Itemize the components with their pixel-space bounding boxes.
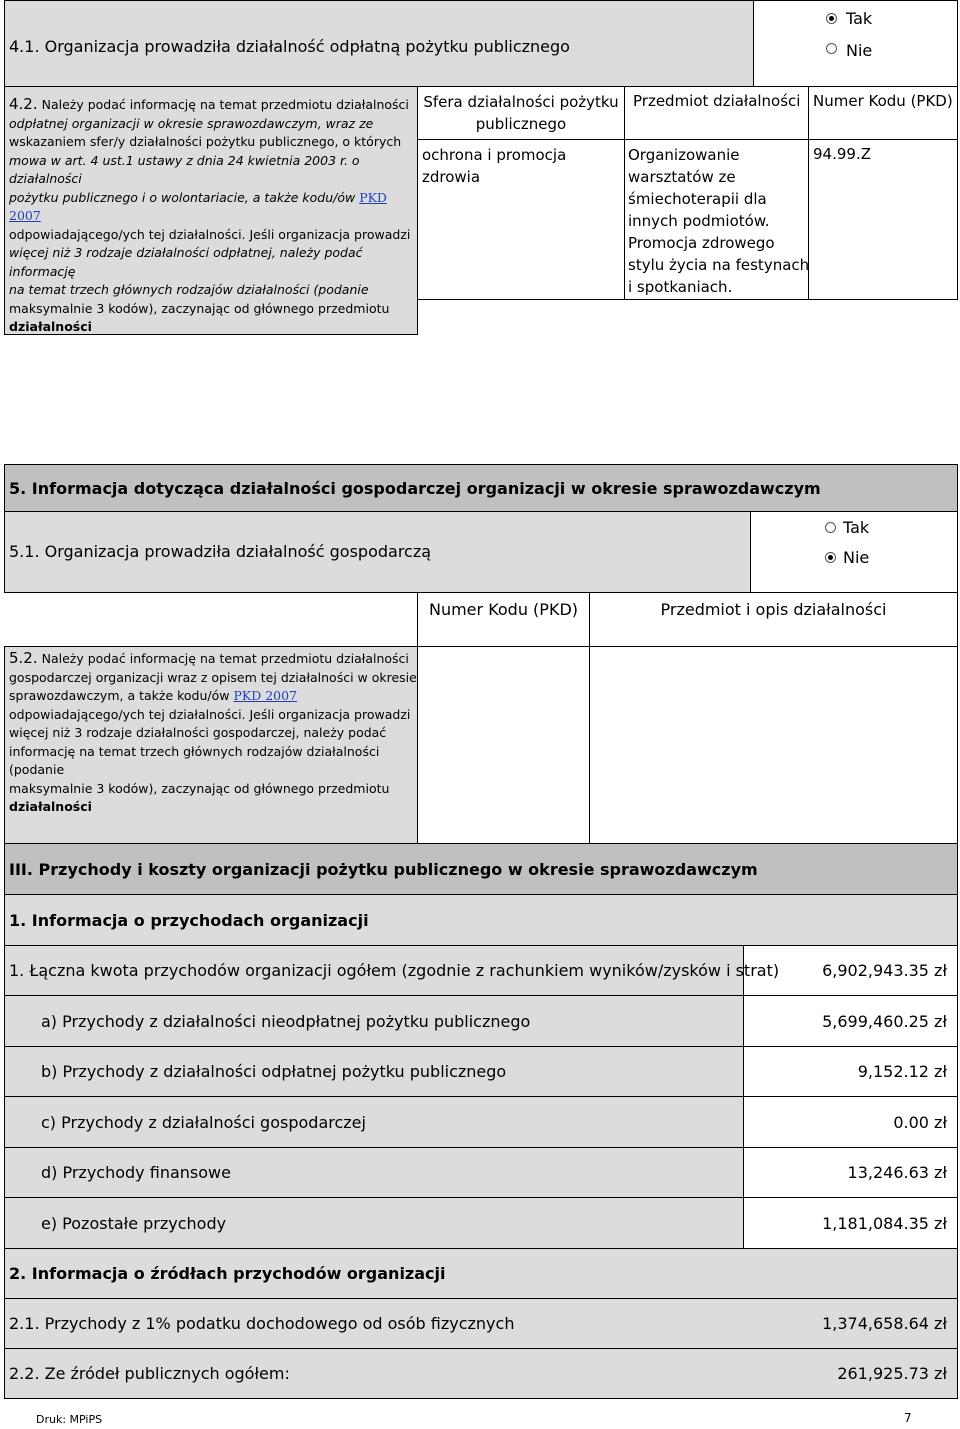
s52-line-4: więcej niż 3 rodzaje działalności gospodarczej, należy podać [9, 725, 387, 740]
s3-item-b-value-cell [743, 1046, 958, 1097]
s42-line-4: pożytku publicznego i o wolontariacie, a także kodu/ów [9, 189, 356, 205]
s42-line-1: odpłatnej organizacji w okresie sprawozdawczym, wraz ze [9, 115, 374, 131]
s3-item-c-cell [4, 1096, 744, 1148]
s52-line-1: gospodarczej organizacji wraz z opisem tej działalności w okresie [9, 669, 417, 685]
s3-item-b-value: 9,152.12 zł [857, 1062, 947, 1081]
s3-sub2: 2. Informacja o źródłach przychodów organizacji [9, 1264, 446, 1283]
s52-kod-header [417, 592, 590, 647]
s5-heading: 5. Informacja dotycząca działalności gospodarczej organizacji w okresie sprawozdawczym [9, 479, 821, 498]
footer-print: Druk: MPiPS [36, 1413, 103, 1426]
s3-total-label-cell [4, 945, 780, 996]
s42-desc [9, 95, 415, 337]
s52-number: 5.2. [9, 649, 38, 667]
s42-pkd-link[interactable]: PKD 2007 [9, 189, 387, 223]
s52-line-2: sprawozdawczym, a także kodu/ów [9, 688, 230, 703]
s42-line-5: odpowiadającego/ych tej działalności. Jeśli organizacja prowadzi [9, 226, 411, 242]
s52-kod-value-cell[interactable] [417, 646, 590, 844]
s3-src-1-label: 2.1. Przychody z 1% podatku dochodowego od osób fizycznych [9, 1314, 515, 1333]
s42-line-9: działalności [9, 319, 92, 334]
s42-sfera-header [417, 86, 625, 140]
s3-src-2-value: 261,925.73 zł [837, 1364, 947, 1383]
s3-item-d-value-cell [743, 1147, 958, 1198]
s42-line-8: maksymalnie 3 kodów), zaczynając od głównego przedmiotu [9, 300, 390, 316]
s3-item-a-value-cell [743, 995, 958, 1047]
s41-question-text: 4.1. Organizacja prowadziła działalność odpłatną pożytku publicznego [9, 37, 570, 56]
s42-line-0: Należy podać informację na temat przedmiotu działalności [41, 97, 409, 112]
s51-question-cell [4, 511, 751, 593]
s3-src-2-cell [4, 1348, 958, 1399]
s52-kod-header-text: Numer Kodu (PKD) [428, 600, 578, 619]
s3-item-e-cell [4, 1197, 744, 1249]
s3-heading: III. Przychody i koszty organizacji pożytku publicznego w okresie sprawozdawczym [9, 860, 758, 879]
s42-kod-header-text: Numer Kodu (PKD) [813, 92, 953, 110]
s42-przedmiot-line: stylu życia na festynach [628, 256, 810, 274]
s42-kod-header [808, 86, 958, 140]
s42-przedmiot-value-cell [624, 139, 809, 300]
s42-line-6: więcej niż 3 rodzaje działalności odpłatnej, należy podać informację [9, 245, 363, 279]
s42-przedmiot-header [624, 86, 809, 140]
s3-item-d-label: d) Przychody finansowe [41, 1163, 231, 1182]
s52-opis-header-text: Przedmiot i opis działalności [660, 600, 887, 619]
s42-przedmiot-header-text: Przedmiot działalności [633, 92, 801, 110]
s3-total-value-cell [743, 945, 958, 996]
s42-line-2: wskazaniem sfer/y działalności pożytku publicznego, o których [9, 134, 402, 149]
s42-przedmiot-line: śmiechoterapii dla [628, 190, 767, 208]
s3-src-2-label: 2.2. Ze źródeł publicznych ogółem: [9, 1364, 290, 1383]
s3-item-e-value-cell [743, 1197, 958, 1249]
s3-src-1-value: 1,374,658.64 zł [822, 1314, 947, 1333]
s42-sfera-value: ochrona i promocja zdrowia [422, 146, 567, 186]
s51-radio-tak[interactable] [825, 522, 836, 533]
s42-number: 4.2. [9, 95, 38, 113]
s52-line-5: informację na temat trzech głównych rodzajów działalności (podanie [9, 743, 380, 777]
s42-line-7: na temat trzech głównych rodzajów działalności (podanie [9, 282, 369, 297]
s3-item-c-value-cell [743, 1096, 958, 1148]
s51-radio-tak-label: Tak [843, 518, 870, 537]
s3-item-b-label: b) Przychody z działalności odpłatnej pożytku publicznego [41, 1062, 507, 1081]
s3-item-c-label: c) Przychody z działalności gospodarczej [41, 1113, 366, 1132]
s42-sfera-value-cell [417, 139, 625, 300]
s51-radio-nie[interactable] [825, 552, 836, 563]
s41-radio-nie[interactable] [826, 43, 837, 54]
s42-przedmiot-line: Organizowanie [628, 146, 740, 164]
s52-description-cell [4, 646, 418, 844]
s42-line-3: mowa w art. 4 ust.1 ustawy z dnia 24 kwietnia 2003 r. o działalności [9, 152, 360, 186]
s42-przedmiot-value [628, 144, 809, 298]
s52-line-0: Należy podać informację na temat przedmiotu działalności [41, 651, 409, 666]
s3-sub1-cell [4, 894, 958, 946]
s52-opis-value-cell[interactable] [589, 646, 958, 844]
s3-item-a-value: 5,699,460.25 zł [822, 1012, 947, 1031]
s41-radio-nie-label: Nie [846, 41, 873, 60]
s41-radio-tak-label: Tak [846, 9, 873, 28]
s5-heading-cell [4, 464, 958, 512]
s3-total-value: 6,902,943.35 zł [822, 961, 947, 980]
s42-description-cell [4, 86, 418, 335]
s42-przedmiot-line: i spotkaniach. [628, 278, 733, 296]
s3-item-d-cell [4, 1147, 744, 1198]
s51-question-text: 5.1. Organizacja prowadziła działalność gospodarczą [9, 542, 432, 561]
s52-line-6: maksymalnie 3 kodów), zaczynając od głównego przedmiotu [9, 780, 390, 796]
s42-przedmiot-line: Promocja zdrowego [628, 234, 775, 252]
s52-opis-header [589, 592, 958, 647]
s42-kod-value-cell [808, 139, 958, 300]
s3-item-c-value: 0.00 zł [893, 1113, 947, 1132]
s42-kod-value: 94.99.Z [813, 145, 871, 163]
s3-item-e-label: e) Pozostałe przychody [41, 1214, 227, 1233]
s42-przedmiot-line: innych podmiotów. [628, 212, 770, 230]
s3-item-a-label: a) Przychody z działalności nieodpłatnej pożytku publicznego [41, 1012, 531, 1031]
s41-answer-cell [753, 0, 958, 87]
s3-item-a-cell [4, 995, 744, 1047]
s41-radio-tak[interactable] [826, 13, 837, 24]
s3-heading-cell [4, 843, 958, 895]
s3-total-label: 1. Łączna kwota przychodów organizacji ogółem (zgodnie z rachunkiem wyników/zysków i strat) [9, 961, 780, 980]
s42-sfera-header-text: Sfera działalności pożytku publicznego [423, 93, 619, 133]
s3-src-1-cell [4, 1298, 958, 1349]
s52-pkd-link[interactable]: PKD 2007 [233, 688, 298, 703]
s3-item-d-value: 13,246.63 zł [847, 1163, 947, 1182]
s3-sub1: 1. Informacja o przychodach organizacji [9, 911, 369, 930]
s3-item-b-cell [4, 1046, 744, 1097]
s52-desc [9, 649, 419, 817]
footer-page-number: 7 [904, 1411, 912, 1425]
s41-question-cell [4, 0, 754, 87]
s52-line-3: odpowiadającego/ych tej działalności. Jeśli organizacja prowadzi [9, 706, 411, 722]
s3-sub2-cell [4, 1248, 958, 1299]
s51-answer-cell [750, 511, 958, 593]
s42-przedmiot-line: warsztatów ze [628, 168, 736, 186]
s3-item-e-value: 1,181,084.35 zł [822, 1214, 947, 1233]
s52-line-7: działalności [9, 799, 92, 814]
s51-radio-nie-label: Nie [843, 548, 870, 567]
